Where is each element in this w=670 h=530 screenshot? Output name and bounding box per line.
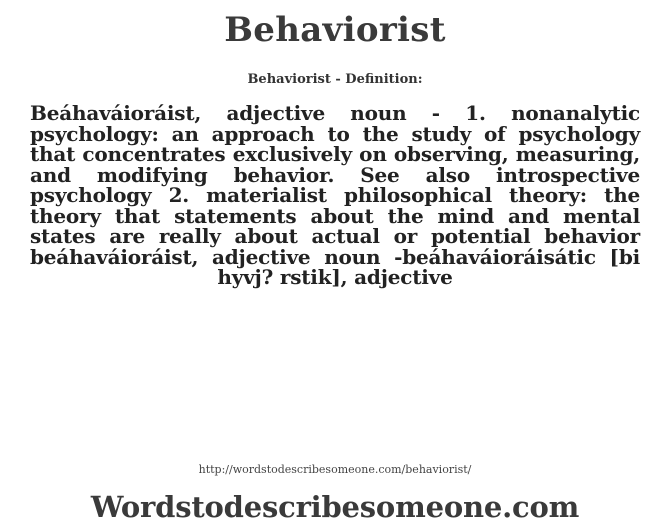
source-url: http://wordstodescribesomeone.com/behaviorist/: [198, 463, 472, 476]
definition-text: Beáhaváioráist, adjective noun - 1. nonanalytic psychology: an approach to the study of psychology that concentrates exclusively on observing, measuring, and modifying behavior. See also introspective psychology 2. materialist philosophical theory: the theory that statements about the mind and mental states are really about actual or potential behavior beáhaváioráist, adjective noun -beáhaváioráisátic [bi hyvj? rstik], adjective: [30, 101, 640, 289]
page-title: Behaviorist: [224, 10, 446, 50]
site-brand: Wordstodescribesomeone.com: [90, 490, 580, 524]
definition-subtitle: Behaviorist - Definition:: [247, 72, 423, 87]
